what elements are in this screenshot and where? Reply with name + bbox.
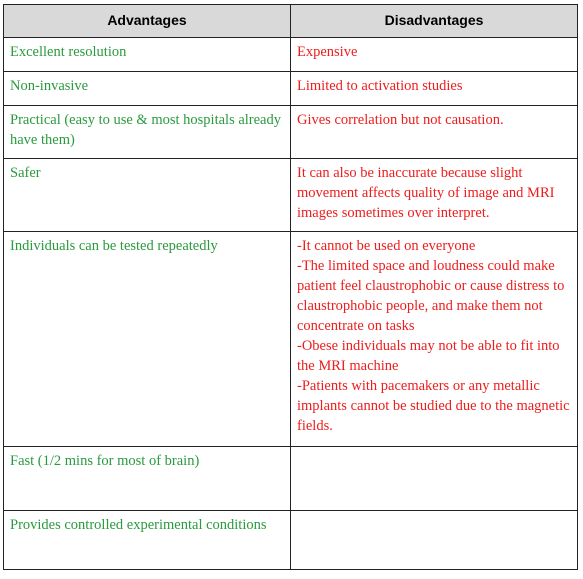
- table-header-row: [4, 5, 578, 38]
- disadvantage-line: -Obese individuals may not be able to fit into the MRI machine: [297, 338, 560, 374]
- table-row: [4, 232, 578, 447]
- advantages-disadvantages-table: [3, 4, 578, 570]
- disadvantage-cell-empty: [291, 511, 578, 570]
- disadvantage-line: -It cannot be used on everyone: [297, 238, 476, 254]
- table-row: [4, 72, 578, 106]
- advantage-cell: Individuals can be tested repeatedly: [4, 232, 291, 447]
- disadvantage-cell: [291, 159, 578, 232]
- table-row: [4, 447, 578, 511]
- advantage-cell: Excellent resolution: [4, 38, 291, 72]
- advantage-cell: Practical (easy to use & most hospitals already have them): [4, 106, 291, 159]
- disadvantage-cell: [291, 38, 578, 72]
- table-row: [4, 38, 578, 72]
- table-row: [4, 106, 578, 159]
- advantage-cell: Non-invasive: [4, 72, 291, 106]
- header-disadvantages: Disadvantages: [291, 5, 578, 38]
- table-row: [4, 159, 578, 232]
- disadvantage-cell-empty: [291, 447, 578, 511]
- disadvantage-line: Expensive: [297, 44, 358, 60]
- table-row: [4, 511, 578, 570]
- disadvantage-cell: [291, 72, 578, 106]
- header-advantages: Advantages: [4, 5, 291, 38]
- advantage-cell: Safer: [4, 159, 291, 232]
- disadvantage-line: -Patients with pacemakers or any metallic implants cannot be studied due to the magnetic fields.: [297, 378, 570, 434]
- disadvantage-line: It can also be inaccurate because slight movement affects quality of image and MRI images sometimes over interpret.: [297, 165, 555, 221]
- disadvantage-cell: [291, 106, 578, 159]
- disadvantage-line: -The limited space and loudness could make patient feel claustrophobic or cause distress to claustrophobic people, and make them not concentrate on tasks: [297, 258, 565, 334]
- disadvantage-line: Gives correlation but not causation.: [297, 112, 504, 128]
- advantage-cell: Provides controlled experimental conditions: [4, 511, 291, 570]
- disadvantage-cell: [291, 232, 578, 447]
- advantage-cell: Fast (1/2 mins for most of brain): [4, 447, 291, 511]
- disadvantage-line: Limited to activation studies: [297, 78, 463, 94]
